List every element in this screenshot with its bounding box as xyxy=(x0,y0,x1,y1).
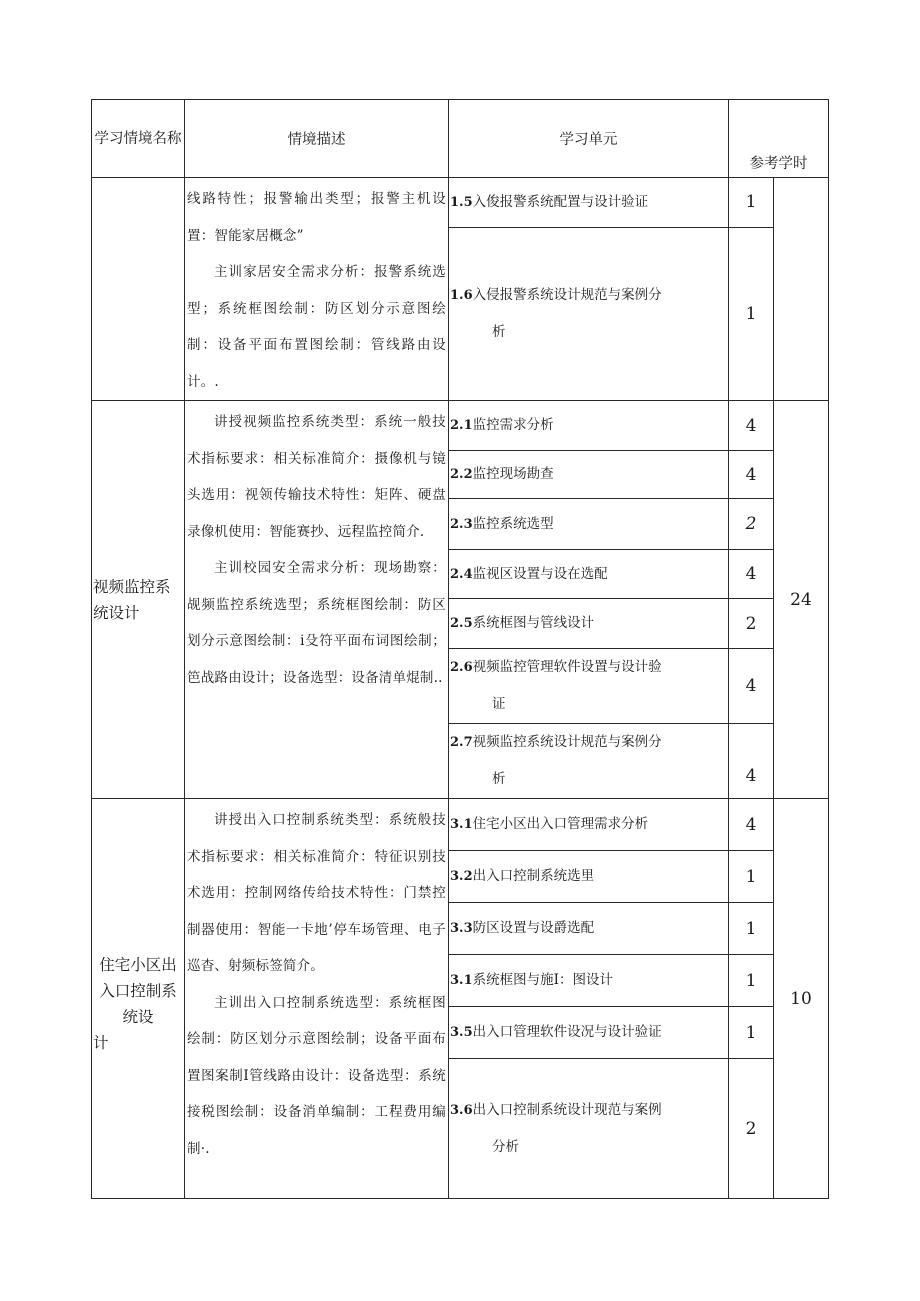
unit-title: 监控现场勘查 xyxy=(472,466,554,482)
unit-number: 3.1 xyxy=(450,973,473,988)
situation-description-cell xyxy=(185,799,449,1199)
unit-hours: 1 xyxy=(729,227,774,400)
unit-cell xyxy=(449,401,729,451)
situation-name-line: 计 xyxy=(93,1033,109,1052)
unit-hours: 1 xyxy=(729,1007,774,1059)
unit-number: 3.5 xyxy=(450,1025,473,1040)
unit-number: 2.7 xyxy=(450,735,473,750)
description-paragraph: 主训出入口控制系统选型：系统框图绘制：防区划分示意图绘制；设备平面布置图案制Ⅰ管线路由设计：设备选型：系统接税图绘制：设备消单编制：工程费用编制·. xyxy=(187,994,446,1157)
situation-name-cell xyxy=(92,401,185,799)
description-paragraph: 线路特性；报警输出类型；报警主机设置：智能家居概念” xyxy=(187,191,446,244)
unit-cell xyxy=(449,451,729,499)
unit-cell xyxy=(449,649,729,724)
situation-description-cell xyxy=(185,401,449,799)
unit-number: 2.3 xyxy=(450,516,473,532)
header-learning-unit: 学习单元 xyxy=(449,100,729,178)
unit-title: 监控系统选型 xyxy=(472,515,554,532)
unit-number: 3.1 xyxy=(450,817,473,832)
unit-number: 2.6 xyxy=(450,660,473,675)
situation-description-cell xyxy=(185,178,449,401)
unit-title-continuation: 证 xyxy=(492,696,506,712)
unit-hours: 4 xyxy=(729,451,774,499)
curriculum-table xyxy=(91,99,829,1199)
unit-cell xyxy=(449,1007,729,1059)
unit-title: 监控需求分析 xyxy=(472,417,554,433)
unit-title: 出入口控制系统设计现范与案例 xyxy=(472,1101,662,1118)
situation-name-cell xyxy=(92,178,185,401)
description-paragraph: 主训校园安全需求分析：现场勘察：觇频监控系统选型；系统框图绘制：防区划分示意图绘制：i殳符平面布词图绘制；笆战路由设计；设备选型：设备清单焜制.. xyxy=(187,560,446,686)
unit-title: 住宅小区出入口管理需求分析 xyxy=(472,816,649,832)
description-paragraph: 主训家居安全需求分析：报警系统选型；系统框图绘制：防区划分示意图绘制：设备平面布置图绘制：管线路由设计。. xyxy=(187,264,446,390)
unit-cell xyxy=(449,955,729,1007)
unit-hours: 4 xyxy=(729,724,774,799)
unit-cell xyxy=(449,903,729,955)
unit-hours: 2 xyxy=(729,499,774,550)
header-situation-description: 情境描述 xyxy=(185,100,449,178)
unit-hours: 4 xyxy=(729,550,774,599)
situation-name-line: 住宅小区出 xyxy=(99,955,177,974)
unit-title: 入侵报警系统设计规范与案例分 xyxy=(472,286,662,303)
unit-title: 视频监控系统设计规范与案例分 xyxy=(472,734,662,750)
unit-number: 3.2 xyxy=(450,869,473,884)
unit-hours: 4 xyxy=(729,649,774,724)
situation-name-line: 入口控制系 xyxy=(99,981,177,1000)
unit-cell xyxy=(449,599,729,649)
description-paragraph: 讲授出入口控制系统类型：系统般技术指标要求：相关标准简介：特征识别技术选用：控制网络传给技术特性：门禁控制器使用：智能一卡地’停车场管理、电子巡杳、射频标签简介。 xyxy=(187,812,446,974)
situation-name-line: 统设计 xyxy=(93,603,140,622)
total-hours: 24 xyxy=(774,401,829,799)
total-hours xyxy=(774,178,829,401)
unit-title-continuation: 分析 xyxy=(492,1138,519,1155)
situation-name-line: 视频监控系 xyxy=(93,577,171,596)
unit-cell xyxy=(449,227,729,400)
unit-hours: 1 xyxy=(729,903,774,955)
unit-title-continuation: 析 xyxy=(492,323,506,340)
header-situation-name: 学习情境名称 xyxy=(92,100,185,178)
unit-cell xyxy=(449,724,729,799)
table-row xyxy=(92,178,829,228)
header-row xyxy=(92,100,829,178)
unit-hours: 2 xyxy=(729,1059,774,1199)
unit-number: 1.5 xyxy=(450,194,473,210)
table-row xyxy=(92,401,829,451)
unit-title: 系统框图与管线设计 xyxy=(472,615,595,631)
unit-number: 2.2 xyxy=(450,467,473,482)
unit-number: 3.6 xyxy=(450,1102,473,1118)
unit-number: 2.4 xyxy=(450,566,473,582)
unit-hours: 4 xyxy=(729,401,774,451)
header-reference-hours: 参考学时 xyxy=(729,100,829,178)
unit-number: 2.1 xyxy=(450,418,473,433)
unit-number: 2.5 xyxy=(450,616,473,631)
situation-name-cell xyxy=(92,799,185,1199)
unit-cell xyxy=(449,799,729,851)
unit-number: 3.3 xyxy=(450,921,473,936)
unit-title: 系统框图与施Ⅰ：图设计 xyxy=(472,972,613,988)
unit-hours: 1 xyxy=(729,851,774,903)
unit-hours: 4 xyxy=(729,799,774,851)
unit-title: 监视区设置与设在选配 xyxy=(472,565,608,582)
unit-title: 入俊报警系统配置与设计验证 xyxy=(472,193,649,210)
unit-hours: 1 xyxy=(729,178,774,228)
unit-title-continuation: 析 xyxy=(492,771,506,787)
description-paragraph: 讲授视频监控系统类型：系统一般技术指标要求：相关标准简介：摄像机与镜头选用：视领传输技术特性：矩阵、硬盘录像机使用：智能赛抄、远程监控简介. xyxy=(187,414,446,540)
unit-cell xyxy=(449,499,729,550)
unit-title: 出入口管理软件设况与设计验证 xyxy=(472,1024,662,1040)
unit-title: 出入口控制系统选里 xyxy=(472,868,595,884)
unit-cell xyxy=(449,851,729,903)
unit-title: 防区设置与设爵选配 xyxy=(472,920,595,936)
unit-cell xyxy=(449,178,729,228)
unit-cell xyxy=(449,550,729,599)
table-row xyxy=(92,799,829,851)
unit-title: 视频监控管理软件设置与设计验 xyxy=(472,659,662,675)
unit-number: 1.6 xyxy=(450,287,473,303)
unit-hours: 1 xyxy=(729,955,774,1007)
unit-hours: 2 xyxy=(729,599,774,649)
total-hours: 10 xyxy=(774,799,829,1199)
situation-name-line: 统设 xyxy=(122,1007,154,1026)
unit-cell xyxy=(449,1059,729,1199)
